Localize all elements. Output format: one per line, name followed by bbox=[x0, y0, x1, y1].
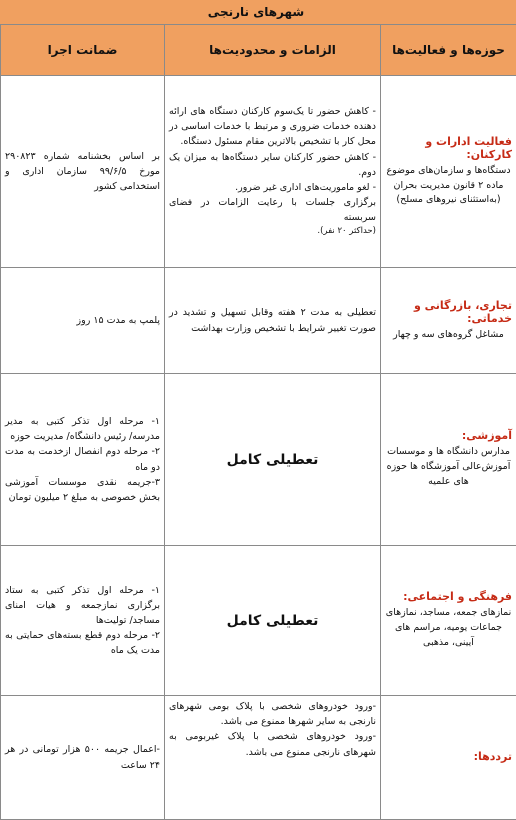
header-rules: الزامات و محدودیت‌ها bbox=[165, 25, 381, 76]
rules-cell bbox=[165, 268, 381, 374]
table-row bbox=[1, 268, 516, 374]
area-description: مدارس دانشگاه ها و موسسات آموزش‌عالی آموزشگاه ها حوزه های علمیه bbox=[386, 446, 511, 487]
area-description: دستگاه‌ها و سازمان‌های موضوع ماده ۲ قانون مدیریت بحران (به‌استثنای نیروهای مسلح) bbox=[386, 164, 511, 206]
guarantee-item: ۱- مرحله اول تذکر کتبی به ستاد برگزاری نمازجمعه و هیات امنای مساجد/ تولیت‌ها bbox=[5, 584, 160, 626]
area-cell bbox=[381, 546, 516, 696]
rule-text: تعطیلی کامل bbox=[226, 451, 319, 468]
guarantee-item: ۳-جریمه نقدی موسسات آموزشی بخش خصوصی به مبلغ ۲ میلیون تومان bbox=[5, 476, 160, 503]
guarantee-item: ۲- مرحله دوم قطع بسته‌های حمایتی به مدت یک ماه bbox=[5, 630, 160, 657]
rule-item: - کاهش حضور کارکنان سایر دستگاه‌ها به میزان یک دوم. bbox=[169, 151, 376, 178]
table-row bbox=[1, 374, 516, 546]
area-cell bbox=[381, 374, 516, 546]
area-description: نمازهای جمعه، مساجد، نمازهای جماعات یومیه، مراسم های آیینی، مذهبی bbox=[385, 607, 512, 648]
rule-item: -ورود خودروهای شخصی با پلاک بومی شهرهای نارنجی به سایر شهرها ممنوع می باشد. bbox=[169, 701, 376, 728]
guarantee-cell bbox=[1, 696, 165, 820]
rule-text: تعطیلی کامل bbox=[226, 612, 319, 629]
guarantee-text: -اعمال جریمه ۵۰۰ هزار تومانی در هر ۲۴ ساعت bbox=[5, 744, 160, 771]
rules-cell bbox=[165, 546, 381, 696]
rule-item: -ورود خودروهای شخصی با پلاک غیربومی به شهرهای نارنجی ممنوع می باشد. bbox=[169, 731, 376, 758]
area-title: ترددها: bbox=[473, 749, 512, 763]
header-guarantee: ضمانت اجرا bbox=[1, 25, 165, 76]
table-row bbox=[1, 546, 516, 696]
area-title: فعالیت ادارات و کارکنان: bbox=[425, 134, 512, 161]
banner-title: شهرهای نارنجی bbox=[207, 5, 305, 19]
rule-item: - کاهش حضور تا یک‌سوم کارکنان دستگاه های ارائه دهنده خدمات ضروری و مرتبط با خدمات اساسی در محل کار با تشخیص بالاترین مقام مسئول دستگاه. bbox=[169, 105, 376, 148]
rule-item: برگزاری جلسات با رعایت الزامات در فضای سربسته bbox=[169, 197, 376, 224]
title-banner bbox=[0, 0, 516, 25]
table-row bbox=[1, 76, 516, 268]
rules-cell bbox=[165, 374, 381, 546]
guarantee-cell bbox=[1, 268, 165, 374]
header-area: حوزه‌ها و فعالیت‌ها bbox=[381, 25, 516, 76]
rule-note: (حداکثر ۲۰ نفر). bbox=[317, 226, 376, 237]
area-title: آموزشی: bbox=[461, 429, 512, 443]
guarantee-text: پلمپ به مدت ۱۵ روز bbox=[76, 314, 160, 326]
area-title: تجاری، بازرگانی و خدماتی: bbox=[414, 298, 512, 325]
guarantee-cell bbox=[1, 546, 165, 696]
table-row bbox=[1, 696, 516, 820]
guarantee-item: ۱- مرحله اول تذکر کتبی به مدیر مدرسه/ رئیس دانشگاه/ مدیریت حوزه bbox=[5, 415, 160, 443]
regulations-table bbox=[0, 24, 516, 820]
rules-cell bbox=[165, 76, 381, 268]
table-header-row bbox=[1, 25, 516, 76]
rules-cell bbox=[165, 696, 381, 820]
guarantee-text: بر اساس بخشنامه شماره ۲۹۰۸۲۳ مورخ ۹۹/۶/۵ سازمان اداری و استخدامی کشور bbox=[5, 150, 160, 193]
rule-text: تعطیلی به مدت ۲ هفته وقابل تسهیل و تشدید در صورت تغییر شرایط با تشخیص وزارت بهداشت bbox=[169, 307, 376, 334]
area-description: مشاغل گروه‌های سه و چهار bbox=[393, 328, 504, 340]
guarantee-item: ۲- مرحله دوم انفصال ازخدمت به مدت دو ماه bbox=[5, 446, 160, 473]
area-title: فرهنگی و اجتماعی: bbox=[403, 590, 512, 604]
area-cell bbox=[381, 268, 516, 374]
guarantee-cell bbox=[1, 76, 165, 268]
area-cell bbox=[381, 696, 516, 820]
guarantee-cell bbox=[1, 374, 165, 546]
rule-item: - لغو ماموریت‌های اداری غیر ضرور. bbox=[235, 181, 376, 193]
area-cell bbox=[381, 76, 516, 268]
